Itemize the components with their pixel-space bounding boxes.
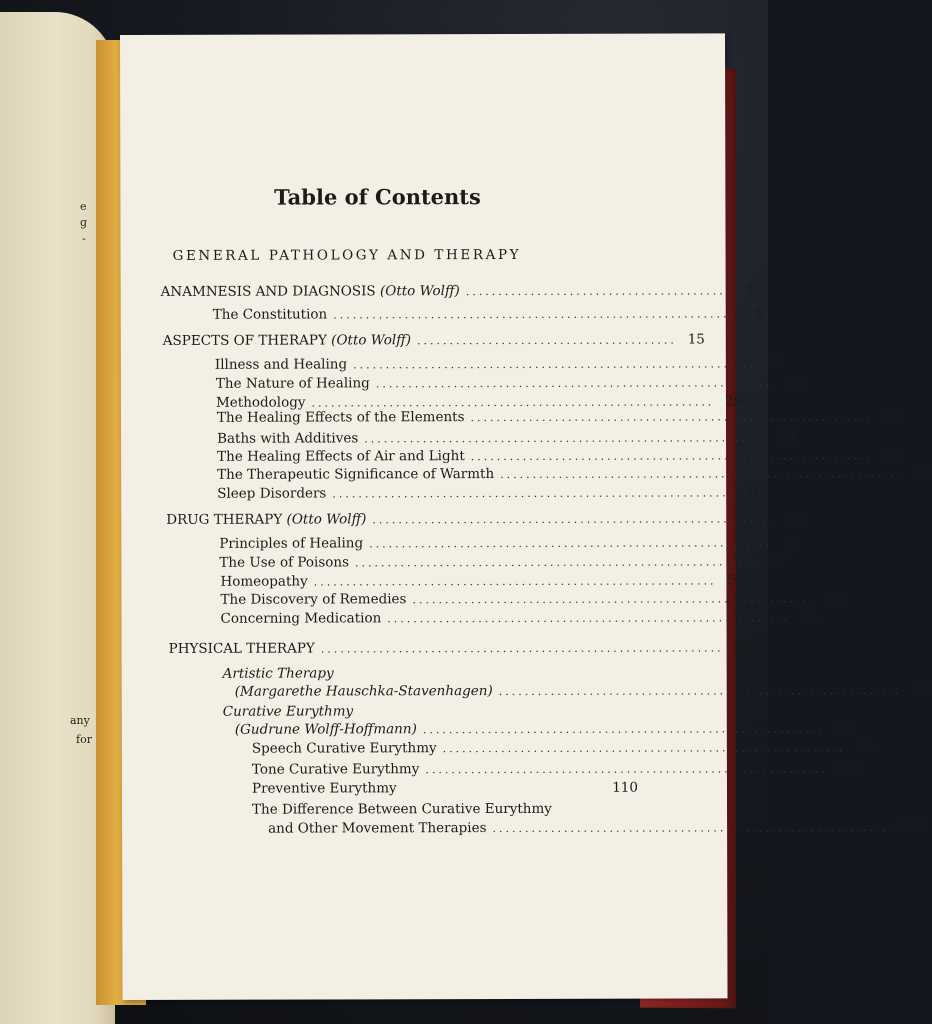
page-number: 46: [745, 484, 764, 501]
leader-dots: ..............................................................: [311, 395, 715, 410]
leader-dots: ..............................................................: [372, 512, 776, 527]
leader-dots: ........................................: [417, 333, 677, 348]
page-number: 109: [834, 760, 860, 777]
leader-dots: ........................................: [465, 284, 726, 299]
contents-page: [120, 33, 931, 1000]
entry-title: DRUG THERAPY: [166, 511, 283, 528]
leader-dots: ..............................................................: [355, 555, 758, 570]
toc-entry: [160, 282, 754, 300]
leader-dots: ..............................................................: [332, 486, 736, 501]
leader-dots: ..............................................................: [313, 574, 717, 589]
entry-title: Principles of Healing: [219, 535, 364, 552]
toc-entry: [217, 464, 931, 483]
page-number: 57: [768, 553, 786, 570]
toc-entry: [214, 355, 784, 373]
entry-title: Sleep Disorders: [217, 485, 327, 502]
page-number: 21: [789, 374, 807, 391]
toc-entry: [234, 681, 930, 700]
leader-dots: ..............................................................: [412, 592, 816, 607]
toc-entry: [217, 484, 764, 502]
leader-dots: ..............................................................: [425, 762, 829, 777]
page-number: 63: [826, 590, 844, 607]
page-number: 15: [687, 331, 705, 348]
toc-entry: [217, 429, 796, 447]
page-number: 80: [912, 681, 930, 698]
entry-title: Preventive Eurythmy: [251, 780, 397, 797]
toc-entry: [215, 374, 807, 392]
left-page-fragment: e: [80, 200, 87, 213]
page-number: 3: [745, 282, 754, 299]
page-number: 42: [913, 464, 931, 481]
toc-entry: [220, 572, 745, 590]
leader-dots: ..............................................................: [470, 410, 874, 425]
page-number: 36: [884, 407, 902, 425]
toc-entry: [268, 818, 928, 837]
entry-title: The Healing Effects of Air and Light: [217, 448, 465, 465]
entry-title: The Constitution: [212, 306, 328, 323]
page-number: 54: [782, 534, 800, 551]
left-page-fragment: -: [82, 232, 86, 245]
left-page-fragment: any: [70, 714, 90, 727]
page-number: 110: [612, 779, 638, 796]
toc-entry: [251, 739, 874, 757]
page-number: 29: [725, 393, 743, 410]
section-heading: GENERAL PATHOLOGY AND THERAPY: [172, 246, 522, 264]
entry-title: The Use of Poisons: [219, 554, 350, 571]
page-number: 41: [884, 446, 902, 464]
entry-title: The Discovery of Remedies: [220, 591, 407, 608]
page-number: 80: [734, 639, 752, 656]
entry-author: (Gudrune Wolff-Hoffmann): [234, 721, 417, 738]
entry-title: Baths with Additives: [217, 430, 359, 447]
entry-title: PHYSICAL THERAPY: [168, 640, 315, 657]
leader-dots: ..............................................................: [422, 722, 826, 737]
entry-title: The Difference Between Curative Eurythmy: [252, 800, 552, 818]
page-title: Table of Contents: [274, 184, 481, 210]
entry-title: Artistic Therapy: [222, 665, 334, 682]
toc-entry: [162, 331, 705, 349]
toc-entry: [252, 780, 638, 797]
toc-entry: [217, 446, 902, 465]
leader-dots: ..............................................................: [498, 683, 902, 699]
leader-dots: ..............................................................: [364, 431, 768, 446]
leader-dots: ..............................................................: [470, 449, 874, 464]
entry-title: and Other Movement Therapies: [268, 820, 487, 837]
page-number: 59: [727, 572, 745, 589]
page-number: 39: [777, 429, 796, 446]
page-number: 85: [836, 720, 854, 737]
entry-author: (Otto Wolff): [286, 511, 367, 528]
page-number: 6: [755, 305, 765, 322]
page-number: 16: [766, 355, 784, 372]
toc-entry: [168, 639, 752, 657]
leader-dots: ..............................................................: [375, 376, 779, 391]
entry-title: Speech Curative Eurythmy: [251, 740, 437, 757]
toc-entry: [251, 760, 860, 778]
leader-dots: ..............................................................: [500, 466, 903, 482]
entry-title: Curative Eurythmy: [222, 703, 354, 720]
entry-author: (Otto Wolff): [331, 332, 412, 349]
leader-dots: ..............................................................: [442, 741, 846, 756]
page-number: 74: [800, 609, 819, 626]
entry-title: Tone Curative Eurythmy: [251, 761, 420, 778]
entry-title: ANAMNESIS AND DIAGNOSIS: [160, 283, 376, 300]
toc-entry: [219, 553, 786, 571]
leader-dots: ..............................................................: [492, 820, 896, 836]
entry-title: Illness and Healing: [214, 356, 348, 373]
toc-entry: [212, 305, 765, 323]
page-number: 50: [785, 510, 804, 527]
left-page-fragment: g: [80, 216, 88, 229]
toc-entry: [216, 407, 902, 426]
entry-title: Methodology: [215, 394, 306, 411]
entry-title: The Nature of Healing: [215, 375, 370, 392]
leader-dots: ..............................................................: [369, 536, 772, 551]
leader-dots: ..............................................................: [320, 641, 724, 656]
leader-dots: ..............................................................: [387, 611, 791, 626]
toc-entry: [220, 609, 819, 627]
toc-entry: [220, 590, 844, 608]
entry-title: Concerning Medication: [220, 610, 382, 627]
left-page-fragment: for: [76, 733, 92, 746]
toc-entry: [219, 534, 800, 552]
toc-entry: [234, 720, 854, 738]
entry-title: ASPECTS OF THERAPY: [162, 332, 327, 349]
leader-dots: ..............................................................: [353, 357, 756, 372]
entry-author: (Otto Wolff): [379, 283, 460, 300]
entry-title: The Therapeutic Significance of Warmth: [217, 466, 495, 483]
leader-dots: ..............................................................: [333, 307, 737, 322]
toc-entry: [166, 510, 804, 528]
entry-author: (Margarethe Hauschka-Stavenhagen): [234, 683, 493, 700]
page-number: 110: [901, 818, 928, 835]
entry-title: Homeopathy: [220, 573, 308, 590]
entry-title: The Healing Effects of the Elements: [216, 409, 465, 426]
leader-dots: [403, 792, 607, 793]
page-number: 85: [856, 739, 874, 756]
